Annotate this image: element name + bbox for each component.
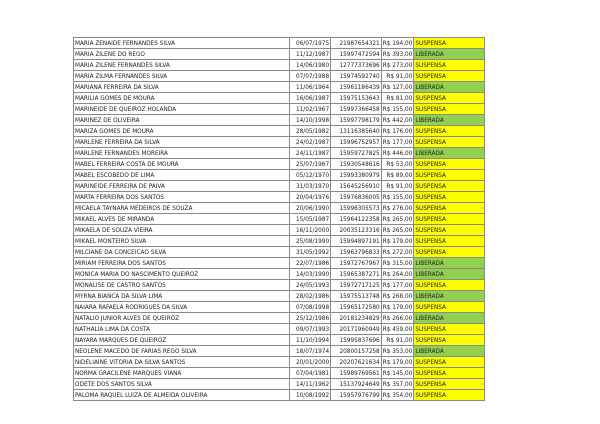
name-cell: NEOLENE MACEDO DE FARIAS REGO SILVA	[74, 346, 290, 357]
table-row	[74, 82, 485, 93]
value-cell: R$ 354,00	[382, 391, 413, 399]
phone-cell: 15959727825	[331, 148, 382, 159]
birth-date-cell: 20/06/1990	[290, 203, 331, 214]
value-cell: R$ 179,00	[382, 358, 413, 366]
table-row	[74, 181, 485, 192]
phone-cell: 13116385640	[331, 126, 382, 137]
name-cell: NIDELIAINE VITORIA DA SILVA SANTOS	[74, 357, 290, 368]
name-cell: MILCIANE DA CONCEICAO SILVA	[74, 247, 290, 258]
table-row	[74, 280, 485, 291]
customer-status-table	[73, 37, 485, 401]
value-cell: R$ 179,00	[382, 237, 413, 245]
phone-cell: 15996752957	[331, 137, 382, 148]
table-row	[74, 269, 485, 280]
table-row	[74, 104, 485, 115]
table-row	[74, 335, 485, 346]
value-cell: R$ 264,00	[382, 270, 413, 278]
phone-cell: 20800157258	[331, 346, 382, 357]
value-cell: R$ 155,00	[382, 193, 413, 201]
status-cell: LIBERADA	[414, 115, 485, 126]
table-row	[74, 60, 485, 71]
status-cell: SUSPENSA	[414, 38, 485, 49]
name-cell: MONICA MARIA DO NASCIMENTO QUEIROZ	[74, 269, 290, 280]
birth-date-cell: 10/08/1992	[290, 390, 331, 401]
value-cell: R$ 446,00	[382, 149, 413, 157]
phone-cell: 12777373696	[331, 60, 382, 71]
value-cell: R$ 272,00	[382, 248, 413, 256]
status-cell: SUSPENSA	[414, 126, 485, 137]
name-cell: MARINEZ DE OLIVEIRA	[74, 115, 290, 126]
table-row	[74, 346, 485, 357]
birth-date-cell: 16/06/1987	[290, 93, 331, 104]
table-row	[74, 379, 485, 390]
status-cell: SUSPENSA	[414, 379, 485, 390]
name-cell: MARIA ZILENE FERNANDES SILVA	[74, 60, 290, 71]
birth-date-cell: 07/04/1981	[290, 368, 331, 379]
table-row	[74, 258, 485, 269]
birth-date-cell: 07/08/1998	[290, 302, 331, 313]
status-cell: LIBERADA	[414, 49, 485, 60]
value-cell: R$ 91,00	[381, 335, 414, 346]
birth-date-cell: 09/07/1993	[290, 324, 331, 335]
birth-date-cell: 16/11/2000	[290, 225, 331, 236]
status-cell: SUSPENSA	[414, 390, 485, 401]
phone-cell: 15995837696	[331, 335, 382, 346]
phone-cell: 15974592740	[331, 71, 382, 82]
status-cell: LIBERADA	[414, 82, 485, 93]
birth-date-cell: 14/11/1962	[290, 379, 331, 390]
value-cell: R$ 176,00	[382, 127, 413, 135]
value-cell: R$ 265,00	[382, 226, 413, 234]
name-cell: MIKAEL ALVES DE MIRANDA	[74, 214, 290, 225]
value-cell: R$ 315,00	[382, 259, 413, 267]
phone-cell: 15137924649	[331, 379, 382, 390]
status-cell: LIBERADA	[414, 269, 485, 280]
phone-cell: 15963796833	[331, 247, 382, 258]
name-cell: MARIZA GOMES DE MOURA	[74, 126, 290, 137]
name-cell: MARIA ZENAIDE FERNANDES SILVA	[74, 38, 290, 49]
phone-cell: 15975513748	[331, 291, 382, 302]
name-cell: MYRNA BIANCA DA SILVA LIMA	[74, 291, 290, 302]
name-cell: MICAELA TAYNARA MEDEIROS DE SOUZA	[74, 203, 290, 214]
table-row	[74, 49, 485, 60]
table-row	[74, 313, 485, 324]
phone-cell: 20035123316	[331, 225, 382, 236]
name-cell: NAYARA MARQUES DE QUEIROZ	[74, 335, 290, 346]
status-cell: SUSPENSA	[414, 181, 485, 192]
birth-date-cell: 20/04/1976	[290, 192, 331, 203]
value-cell: R$ 127,00	[382, 83, 413, 91]
name-cell: NATHALIA LIMA DA COSTA	[74, 324, 290, 335]
table-row	[74, 93, 485, 104]
value-cell: R$ 89,00	[381, 170, 414, 181]
status-cell: SUSPENSA	[414, 192, 485, 203]
value-cell: R$ 177,00	[382, 138, 413, 146]
status-cell: SUSPENSA	[414, 335, 485, 346]
table-row	[74, 203, 485, 214]
name-cell: MABEL FERREIRA COSTA DE MOURA	[74, 159, 290, 170]
name-cell: MIKAELA DE SOUZA VIEIRA	[74, 225, 290, 236]
status-cell: SUSPENSA	[414, 302, 485, 313]
value-cell: R$ 91,00	[381, 181, 414, 192]
table-row	[74, 324, 485, 335]
birth-date-cell: 11/02/1967	[290, 104, 331, 115]
status-cell: SUSPENSA	[414, 225, 485, 236]
table-row	[74, 225, 485, 236]
birth-date-cell: 11/06/1964	[290, 82, 331, 93]
table-row	[74, 71, 485, 82]
phone-cell: 20181234829	[331, 313, 382, 324]
birth-date-cell: 24/05/1993	[290, 280, 331, 291]
name-cell: PALOMA RAQUEL LUIZA DE ALMEIDA OLIVEIRA	[74, 390, 290, 401]
status-cell: SUSPENSA	[414, 170, 485, 181]
phone-cell: 15989769561	[331, 368, 382, 379]
phone-cell: 15996305573	[331, 203, 382, 214]
status-cell: LIBERADA	[414, 148, 485, 159]
birth-date-cell: 25/12/1986	[290, 313, 331, 324]
birth-date-cell: 14/03/1990	[290, 269, 331, 280]
phone-cell: 15965172580	[331, 302, 382, 313]
table-row	[74, 115, 485, 126]
phone-cell: 15957976799	[331, 390, 382, 401]
birth-date-cell: 25/08/1990	[290, 236, 331, 247]
phone-cell: 20207621634	[331, 357, 382, 368]
birth-date-cell: 28/05/1982	[290, 126, 331, 137]
table-row	[74, 170, 485, 181]
status-cell: SUSPENSA	[414, 71, 485, 82]
name-cell: MARIANA FERREIRA DA SILVA	[74, 82, 290, 93]
table-row	[74, 38, 485, 49]
table-row	[74, 291, 485, 302]
status-cell: LIBERADA	[414, 258, 485, 269]
phone-cell: 15975153643	[331, 93, 382, 104]
value-cell: R$ 357,00	[382, 380, 413, 388]
name-cell: NORMA GRACILENE MARQUES VIANA	[74, 368, 290, 379]
table-row	[74, 214, 485, 225]
name-cell: ODETE DOS SANTOS SILVA	[74, 379, 290, 390]
status-cell: SUSPENSA	[414, 357, 485, 368]
value-cell: R$ 273,00	[382, 61, 413, 69]
phone-cell: 15997472594	[331, 49, 382, 60]
phone-cell: 15976836005	[331, 192, 382, 203]
table-row	[74, 148, 485, 159]
birth-date-cell: 28/02/1986	[290, 291, 331, 302]
birth-date-cell: 06/07/1975	[290, 38, 331, 49]
status-cell: SUSPENSA	[414, 60, 485, 71]
value-cell: R$ 353,00	[382, 347, 413, 355]
table-row	[74, 236, 485, 247]
phone-cell: 15964122358	[331, 214, 382, 225]
name-cell: MARINEIDE DE QUEIROZ HOLANDA	[74, 104, 290, 115]
phone-cell: 15930548616	[331, 159, 382, 170]
table-row	[74, 159, 485, 170]
phone-cell: 15997798179	[331, 115, 382, 126]
value-cell: R$ 155,00	[382, 105, 413, 113]
status-cell: SUSPENSA	[414, 159, 485, 170]
phone-cell: 15961186439	[331, 82, 382, 93]
value-cell: R$ 266,00	[382, 314, 413, 322]
value-cell: R$ 276,00	[382, 204, 413, 212]
name-cell: MIRIAM FERREIRA DOS SANTOS	[74, 258, 290, 269]
birth-date-cell: 31/05/1992	[290, 247, 331, 258]
birth-date-cell: 05/12/1970	[290, 170, 331, 181]
value-cell: R$ 179,00	[382, 303, 413, 311]
name-cell: MIKAEL MONTEIRO SILVA	[74, 236, 290, 247]
phone-cell: 15972717125	[331, 280, 382, 291]
birth-date-cell: 11/12/1987	[290, 49, 331, 60]
status-cell: SUSPENSA	[414, 236, 485, 247]
status-cell: SUSPENSA	[414, 324, 485, 335]
value-cell: R$ 393,00	[382, 50, 413, 58]
status-cell: LIBERADA	[414, 291, 485, 302]
birth-date-cell: 25/07/1967	[290, 159, 331, 170]
phone-cell: 20171960949	[331, 324, 382, 335]
value-cell: R$ 81,00	[381, 93, 414, 104]
phone-cell: 15994897191	[331, 236, 382, 247]
table-row	[74, 192, 485, 203]
status-cell: SUSPENSA	[414, 368, 485, 379]
birth-date-cell: 20/01/2000	[290, 357, 331, 368]
status-cell: LIBERADA	[414, 313, 485, 324]
table-body	[74, 38, 485, 401]
name-cell: MARTA FERREIRA DOS SANTOS	[74, 192, 290, 203]
phone-cell: 15993380979	[331, 170, 382, 181]
table-row	[74, 247, 485, 258]
phone-cell: 15972767967	[331, 258, 382, 269]
name-cell: MARIA ZILENE DO REGO	[74, 49, 290, 60]
birth-date-cell: 11/10/1994	[290, 335, 331, 346]
value-cell: R$ 177,00	[382, 281, 413, 289]
name-cell: MARLENE FERNANDES MOREIRA	[74, 148, 290, 159]
name-cell: MABEL ESCOBEDO DE LIMA	[74, 170, 290, 181]
table-row	[74, 357, 485, 368]
value-cell: R$ 459,00	[382, 325, 413, 333]
name-cell: MARIA ZILMA FERNANDES SILVA	[74, 71, 290, 82]
table-row	[74, 390, 485, 401]
value-cell: R$ 442,00	[382, 116, 413, 124]
phone-cell: 15997366458	[331, 104, 382, 115]
value-cell: R$ 91,00	[381, 71, 414, 82]
value-cell: R$ 145,00	[382, 369, 413, 377]
status-cell: SUSPENSA	[414, 104, 485, 115]
birth-date-cell: 15/05/1987	[290, 214, 331, 225]
value-cell: R$ 268,00	[382, 292, 413, 300]
birth-date-cell: 31/03/1970	[290, 181, 331, 192]
status-cell: SUSPENSA	[414, 280, 485, 291]
status-cell: SUSPENSA	[414, 93, 485, 104]
value-cell: R$ 265,00	[382, 215, 413, 223]
name-cell: MARINEIDE FERREIRA DE PAIVA	[74, 181, 290, 192]
value-cell: R$ 194,00	[382, 39, 413, 47]
name-cell: MONALISE DE CASTRO SANTOS	[74, 280, 290, 291]
status-cell: SUSPENSA	[414, 203, 485, 214]
phone-cell: 15965387271	[331, 269, 382, 280]
table-row	[74, 302, 485, 313]
name-cell: MARILIA GOMES DE MOURA	[74, 93, 290, 104]
birth-date-cell: 24/02/1987	[290, 137, 331, 148]
table-row	[74, 126, 485, 137]
birth-date-cell: 18/07/1974	[290, 346, 331, 357]
table-row	[74, 137, 485, 148]
name-cell: MARLENE FERREIRA DA SILVA	[74, 137, 290, 148]
name-cell: NATALIO JUNIOR ALVES DE QUEIROZ	[74, 313, 290, 324]
birth-date-cell: 22/07/1986	[290, 258, 331, 269]
value-cell: R$ 53,00	[381, 159, 414, 170]
status-cell: SUSPENSA	[414, 247, 485, 258]
name-cell: NAIARA RAFAELA RODRIGUES DA SILVA	[74, 302, 290, 313]
status-cell: SUSPENSA	[414, 214, 485, 225]
birth-date-cell: 07/07/1988	[290, 71, 331, 82]
birth-date-cell: 14/06/1980	[290, 60, 331, 71]
status-cell: LIBERADA	[414, 346, 485, 357]
status-cell: SUSPENSA	[414, 137, 485, 148]
table-row	[74, 368, 485, 379]
phone-cell: 15645256910	[331, 181, 382, 192]
phone-cell: 21987654321	[331, 38, 382, 49]
birth-date-cell: 14/10/1998	[290, 115, 331, 126]
birth-date-cell: 24/11/1987	[290, 148, 331, 159]
